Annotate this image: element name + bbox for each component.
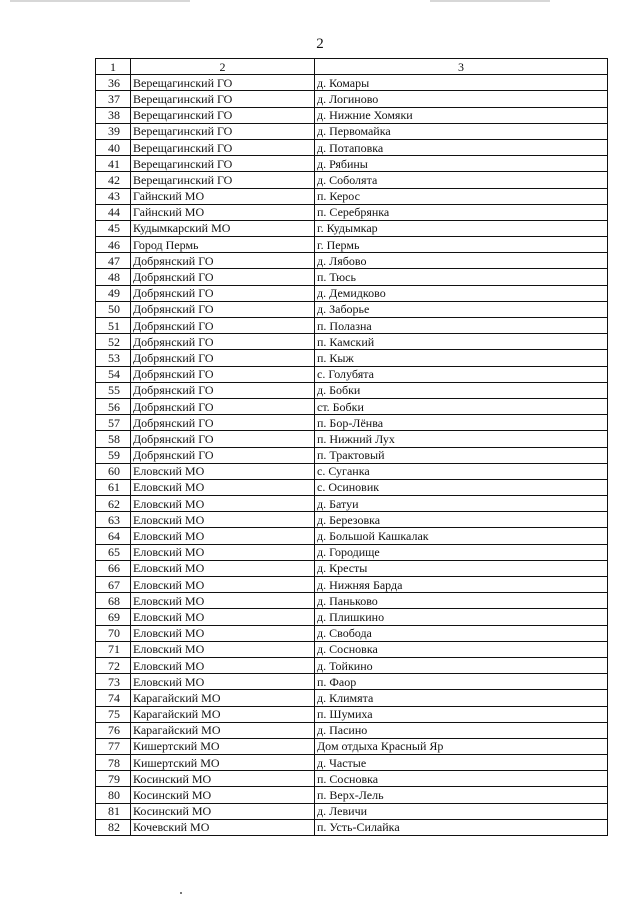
row-number: 53 <box>96 350 131 366</box>
municipality-cell: Еловский МО <box>131 463 315 479</box>
table-row <box>96 156 608 172</box>
settlement-cell: д. Тойкино <box>315 657 608 673</box>
municipality-cell: Карагайский МО <box>131 722 315 738</box>
municipality-cell: Добрянский ГО <box>131 285 315 301</box>
table-row <box>96 139 608 155</box>
row-number: 60 <box>96 463 131 479</box>
settlement-cell: с. Осиновик <box>315 479 608 495</box>
municipality-cell: Еловский МО <box>131 674 315 690</box>
settlement-cell: Дом отдыха Красный Яр <box>315 738 608 754</box>
table-row <box>96 803 608 819</box>
row-number: 47 <box>96 253 131 269</box>
column-header: 2 <box>131 59 315 75</box>
row-number: 61 <box>96 479 131 495</box>
municipality-cell: Косинский МО <box>131 787 315 803</box>
municipality-cell: Кишертский МО <box>131 755 315 771</box>
settlement-cell: д. Нижняя Барда <box>315 577 608 593</box>
row-number: 68 <box>96 593 131 609</box>
table-row <box>96 107 608 123</box>
table-body <box>96 75 608 836</box>
table-row <box>96 819 608 835</box>
row-number: 65 <box>96 544 131 560</box>
row-number: 75 <box>96 706 131 722</box>
row-number: 72 <box>96 657 131 673</box>
table-row <box>96 609 608 625</box>
settlement-cell: д. Бобки <box>315 382 608 398</box>
settlement-cell: д. Батуи <box>315 496 608 512</box>
row-number: 79 <box>96 771 131 787</box>
settlement-cell: д. Сосновка <box>315 641 608 657</box>
settlement-cell: с. Суганка <box>315 463 608 479</box>
settlement-cell: д. Левичи <box>315 803 608 819</box>
row-number: 77 <box>96 738 131 754</box>
table-row <box>96 91 608 107</box>
row-number: 62 <box>96 496 131 512</box>
settlement-cell: д. Рябины <box>315 156 608 172</box>
row-number: 46 <box>96 237 131 253</box>
table-row <box>96 496 608 512</box>
row-number: 50 <box>96 301 131 317</box>
settlement-cell: г. Кудымкар <box>315 220 608 236</box>
municipality-cell: Косинский МО <box>131 803 315 819</box>
table-row <box>96 431 608 447</box>
table-row <box>96 415 608 431</box>
page-number: 2 <box>316 36 324 52</box>
row-number: 73 <box>96 674 131 690</box>
municipality-cell: Добрянский ГО <box>131 431 315 447</box>
table-row <box>96 447 608 463</box>
municipality-cell: Карагайский МО <box>131 706 315 722</box>
table-row <box>96 512 608 528</box>
table-row <box>96 350 608 366</box>
table-row <box>96 625 608 641</box>
settlement-cell: д. Березовка <box>315 512 608 528</box>
municipality-cell: Добрянский ГО <box>131 301 315 317</box>
table-row <box>96 75 608 91</box>
municipality-cell: Добрянский ГО <box>131 318 315 334</box>
scan-artifact <box>10 0 190 2</box>
row-number: 82 <box>96 819 131 835</box>
row-number: 56 <box>96 398 131 414</box>
table-row <box>96 641 608 657</box>
municipality-cell: Еловский МО <box>131 560 315 576</box>
settlement-cell: п. Нижний Лух <box>315 431 608 447</box>
row-number: 43 <box>96 188 131 204</box>
table-row <box>96 690 608 706</box>
table-row <box>96 285 608 301</box>
settlement-cell: д. Паньково <box>315 593 608 609</box>
municipality-cell: Гайнский МО <box>131 188 315 204</box>
municipality-cell: Еловский МО <box>131 496 315 512</box>
table-row <box>96 253 608 269</box>
municipality-cell: Карагайский МО <box>131 690 315 706</box>
table-row <box>96 560 608 576</box>
table-row <box>96 528 608 544</box>
table-row <box>96 123 608 139</box>
row-number: 80 <box>96 787 131 803</box>
municipality-cell: Еловский МО <box>131 479 315 495</box>
municipality-cell: Верещагинский ГО <box>131 172 315 188</box>
settlement-cell: п. Камский <box>315 334 608 350</box>
row-number: 66 <box>96 560 131 576</box>
table-row <box>96 787 608 803</box>
municipality-cell: Еловский МО <box>131 609 315 625</box>
table-row <box>96 544 608 560</box>
row-number: 37 <box>96 91 131 107</box>
settlement-cell: п. Трактовый <box>315 447 608 463</box>
municipality-cell: Гайнский МО <box>131 204 315 220</box>
row-number: 38 <box>96 107 131 123</box>
row-number: 54 <box>96 366 131 382</box>
row-number: 81 <box>96 803 131 819</box>
settlements-table <box>95 58 608 836</box>
row-number: 52 <box>96 334 131 350</box>
table-row <box>96 366 608 382</box>
table-row <box>96 172 608 188</box>
settlement-cell: ст. Бобки <box>315 398 608 414</box>
settlement-cell: д. Городище <box>315 544 608 560</box>
settlement-cell: п. Фаор <box>315 674 608 690</box>
settlement-cell: д. Большой Кашкалак <box>315 528 608 544</box>
settlement-cell: д. Заборье <box>315 301 608 317</box>
row-number: 57 <box>96 415 131 431</box>
table-row <box>96 593 608 609</box>
municipality-cell: Добрянский ГО <box>131 253 315 269</box>
row-number: 51 <box>96 318 131 334</box>
table-row <box>96 577 608 593</box>
scan-artifact <box>180 892 182 894</box>
settlement-cell: д. Комары <box>315 75 608 91</box>
row-number: 39 <box>96 123 131 139</box>
table-row <box>96 237 608 253</box>
municipality-cell: Еловский МО <box>131 528 315 544</box>
table-row <box>96 706 608 722</box>
settlement-cell: п. Керос <box>315 188 608 204</box>
row-number: 41 <box>96 156 131 172</box>
municipality-cell: Добрянский ГО <box>131 398 315 414</box>
municipality-cell: Верещагинский ГО <box>131 139 315 155</box>
scan-artifact <box>430 0 550 2</box>
column-header: 3 <box>315 59 608 75</box>
settlement-cell: д. Логиново <box>315 91 608 107</box>
municipality-cell: Еловский МО <box>131 657 315 673</box>
settlement-cell: д. Потаповка <box>315 139 608 155</box>
settlement-cell: д. Свобода <box>315 625 608 641</box>
settlement-cell: д. Кресты <box>315 560 608 576</box>
row-number: 78 <box>96 755 131 771</box>
settlement-cell: п. Бор-Лёнва <box>315 415 608 431</box>
table-row <box>96 755 608 771</box>
table-row <box>96 318 608 334</box>
column-header: 1 <box>96 59 131 75</box>
settlement-cell: п. Усть-Силайка <box>315 819 608 835</box>
municipality-cell: Еловский МО <box>131 512 315 528</box>
table-row <box>96 204 608 220</box>
settlement-cell: п. Полазна <box>315 318 608 334</box>
table-header-row <box>96 59 608 75</box>
table-row <box>96 188 608 204</box>
table-row <box>96 334 608 350</box>
row-number: 63 <box>96 512 131 528</box>
table-row <box>96 738 608 754</box>
table-row <box>96 220 608 236</box>
settlement-cell: д. Соболята <box>315 172 608 188</box>
settlement-cell: д. Лябово <box>315 253 608 269</box>
row-number: 76 <box>96 722 131 738</box>
municipality-cell: Кишертский МО <box>131 738 315 754</box>
municipality-cell: Добрянский ГО <box>131 415 315 431</box>
row-number: 64 <box>96 528 131 544</box>
municipality-cell: Верещагинский ГО <box>131 123 315 139</box>
municipality-cell: Верещагинский ГО <box>131 107 315 123</box>
settlement-cell: г. Пермь <box>315 237 608 253</box>
settlement-cell: п. Сосновка <box>315 771 608 787</box>
row-number: 69 <box>96 609 131 625</box>
row-number: 36 <box>96 75 131 91</box>
table-row <box>96 674 608 690</box>
row-number: 55 <box>96 382 131 398</box>
municipality-cell: Добрянский ГО <box>131 350 315 366</box>
municipality-cell: Еловский МО <box>131 544 315 560</box>
municipality-cell: Добрянский ГО <box>131 382 315 398</box>
settlement-cell: д. Плишкино <box>315 609 608 625</box>
row-number: 67 <box>96 577 131 593</box>
municipality-cell: Добрянский ГО <box>131 447 315 463</box>
municipality-cell: Добрянский ГО <box>131 366 315 382</box>
table-row <box>96 771 608 787</box>
municipality-cell: Город Пермь <box>131 237 315 253</box>
row-number: 59 <box>96 447 131 463</box>
municipality-cell: Верещагинский ГО <box>131 91 315 107</box>
municipality-cell: Добрянский ГО <box>131 334 315 350</box>
table-row <box>96 398 608 414</box>
settlement-cell: д. Частые <box>315 755 608 771</box>
settlement-cell: п. Кыж <box>315 350 608 366</box>
settlement-cell: п. Тюсь <box>315 269 608 285</box>
row-number: 44 <box>96 204 131 220</box>
table-row <box>96 722 608 738</box>
row-number: 45 <box>96 220 131 236</box>
municipality-cell: Верещагинский ГО <box>131 75 315 91</box>
municipality-cell: Косинский МО <box>131 771 315 787</box>
row-number: 48 <box>96 269 131 285</box>
settlement-cell: д. Пасино <box>315 722 608 738</box>
municipality-cell: Еловский МО <box>131 641 315 657</box>
settlement-cell: п. Серебрянка <box>315 204 608 220</box>
table-row <box>96 269 608 285</box>
municipality-cell: Верещагинский ГО <box>131 156 315 172</box>
municipality-cell: Еловский МО <box>131 593 315 609</box>
settlement-cell: п. Верх-Лель <box>315 787 608 803</box>
municipality-cell: Кочевский МО <box>131 819 315 835</box>
settlement-cell: п. Шумиха <box>315 706 608 722</box>
row-number: 70 <box>96 625 131 641</box>
municipality-cell: Кудымкарский МО <box>131 220 315 236</box>
table-row <box>96 479 608 495</box>
row-number: 74 <box>96 690 131 706</box>
settlement-cell: д. Демидково <box>315 285 608 301</box>
row-number: 49 <box>96 285 131 301</box>
settlement-cell: с. Голубята <box>315 366 608 382</box>
table-row <box>96 382 608 398</box>
municipality-cell: Добрянский ГО <box>131 269 315 285</box>
settlement-cell: д. Первомайка <box>315 123 608 139</box>
scan-top-edge <box>0 0 640 6</box>
table-row <box>96 301 608 317</box>
row-number: 58 <box>96 431 131 447</box>
row-number: 40 <box>96 139 131 155</box>
municipality-cell: Еловский МО <box>131 577 315 593</box>
table-row <box>96 463 608 479</box>
municipality-cell: Еловский МО <box>131 625 315 641</box>
settlement-cell: д. Климята <box>315 690 608 706</box>
row-number: 42 <box>96 172 131 188</box>
table-row <box>96 657 608 673</box>
row-number: 71 <box>96 641 131 657</box>
settlement-cell: д. Нижние Хомяки <box>315 107 608 123</box>
